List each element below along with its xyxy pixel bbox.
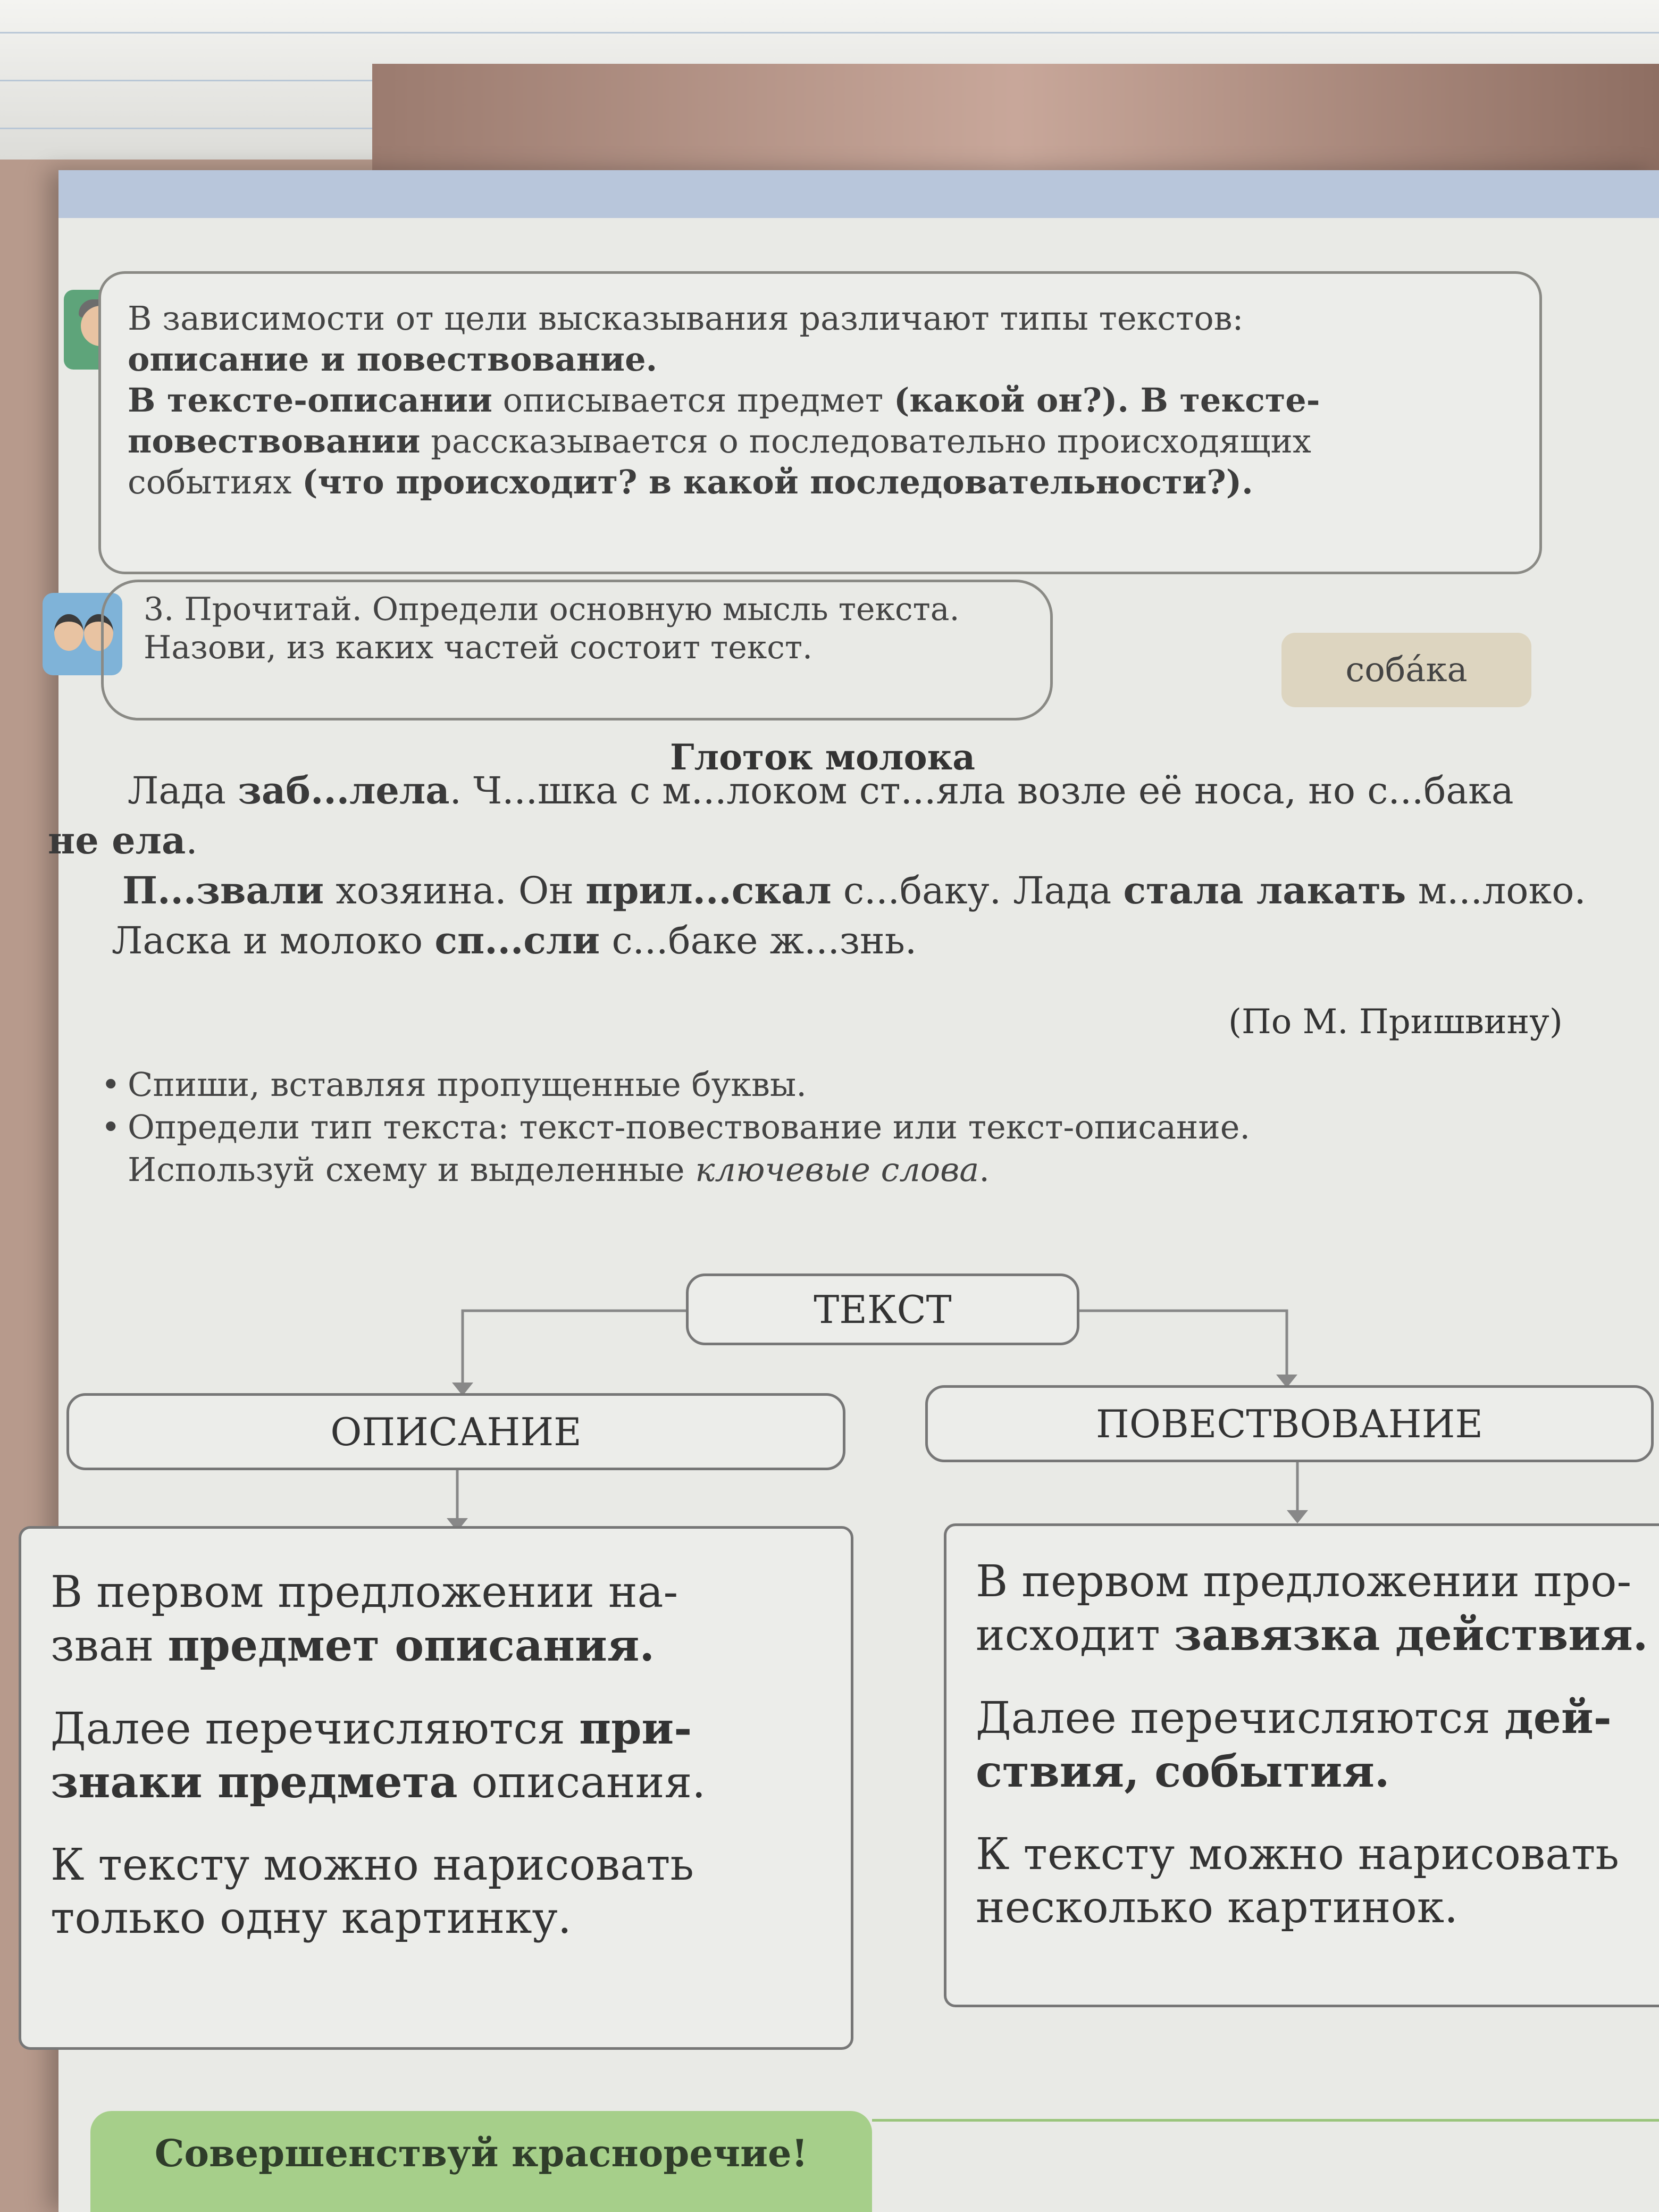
- narration-card: В первом предложении про- исходит завязка действия. Далее перечисляются дей- ствия, события. К тексту можно нарисовать несколько картинок.: [944, 1523, 1659, 2007]
- instruction-item: • Определи тип текста: текст-повествование или текст-описание.: [101, 1108, 1251, 1146]
- story-text: Лада заб...лела. Ч...шка с м...локом ст...яла возле её носа, но с...бака не ела. П...звали хозяина. Он прил...скал с...баку. Лада стала лакать м...локо. Ласка и молоко сп...сли с...баке ж...знь.: [48, 768, 1586, 962]
- story-title: Глоток молока: [670, 736, 976, 778]
- banner-rule: [872, 2119, 1659, 2122]
- instruction-continuation: Используй схему и выделенные ключевые слова.: [128, 1150, 990, 1189]
- instruction-item: • Спиши, вставляя пропущенные буквы.: [101, 1065, 807, 1104]
- scheme-node-text: ТЕКСТ: [686, 1273, 1079, 1345]
- rule-text: В зависимости от цели высказывания различают типы текстов: описание и повествование. В тексте-описании описывается предмет (какой он?). В тексте- повествовании рассказывается о последовательно происходящих событиях (что происходит? в какой последовательности?).: [128, 299, 1320, 501]
- section-banner: Совершенствуй красноречие!: [90, 2111, 872, 2212]
- task-text: 3. Прочитай. Определи основную мысль текста. Назови, из каких частей состоит текст.: [144, 591, 960, 666]
- scheme-node-narration: ПОВЕСТВОВАНИЕ: [925, 1385, 1654, 1462]
- scheme-node-description: ОПИСАНИЕ: [66, 1393, 845, 1470]
- story-author: (По М. Пришвину): [1228, 1002, 1563, 1042]
- vocabulary-word: собáка: [1281, 633, 1531, 707]
- description-card: В первом предложении на- зван предмет описания. Далее перечисляются при- знаки предмета описания. К тексту можно нарисовать только одну картинку.: [19, 1526, 853, 2050]
